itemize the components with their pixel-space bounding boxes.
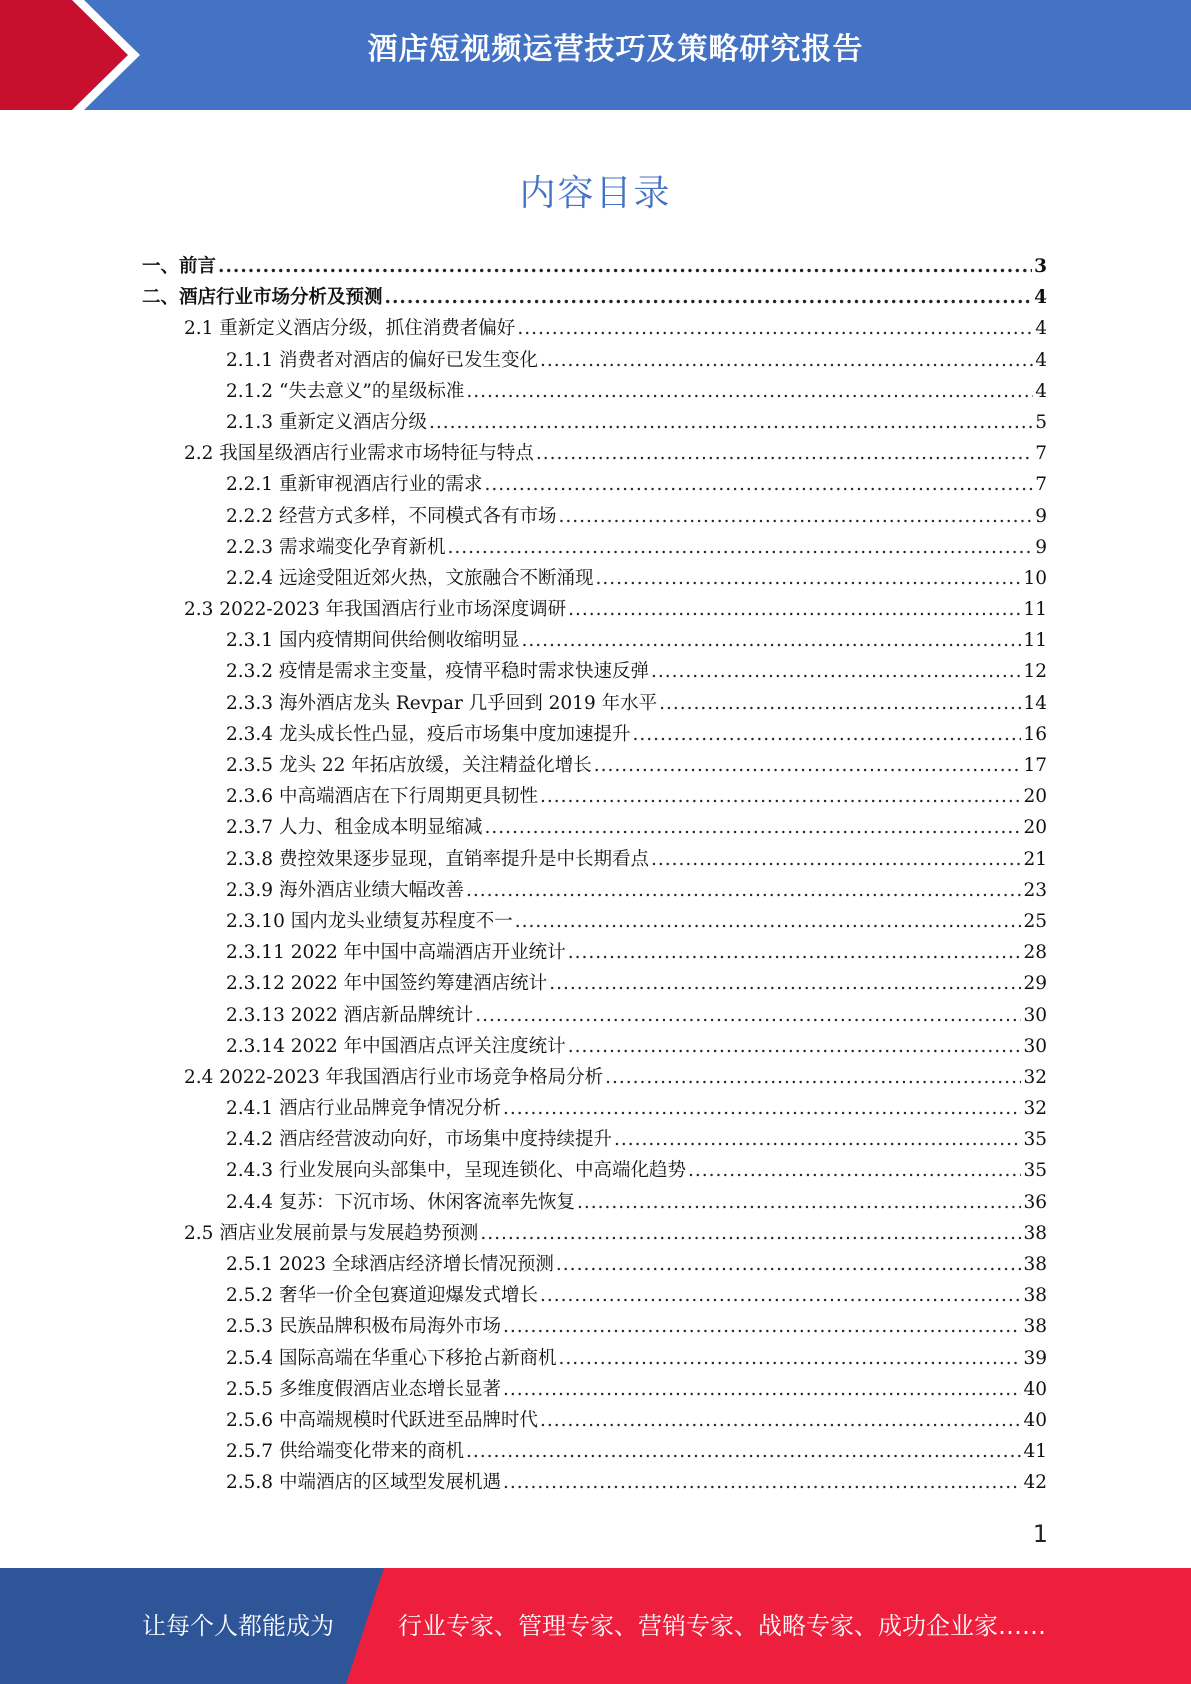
toc-entry-label: 2.3.5 龙头 22 年拓店放缓，关注精益化增长: [226, 755, 592, 776]
toc-leader-dots: [517, 318, 1033, 339]
toc-entry-page: 17: [1023, 755, 1047, 776]
toc-entry-label: 2.5.4 国际高端在华重心下移抢占新商机: [226, 1347, 557, 1369]
toc-entry-label: 2.1 重新定义酒店分级，抓住消费者偏好: [184, 318, 516, 340]
toc-entry-page: 20: [1023, 817, 1047, 839]
toc-entry[interactable]: [142, 377, 1047, 408]
toc-entry-page: 28: [1023, 942, 1047, 964]
toc-leader-dots: [475, 1005, 1021, 1026]
toc-entry-label: 2.3.9 海外酒店业绩大幅改善: [226, 879, 464, 901]
toc-heading: 内容目录: [519, 173, 672, 214]
toc-entry-page: 7: [1035, 443, 1047, 465]
toc-entry-page: 40: [1023, 1378, 1047, 1400]
report-title: 酒店短视频运营技巧及策略研究报告: [367, 32, 864, 67]
toc-entry[interactable]: [142, 1094, 1047, 1125]
toc-entry[interactable]: [142, 564, 1047, 595]
toc-entry-label: 2.3.2 疫情是需求主变量，疫情平稳时需求快速反弹: [226, 661, 649, 683]
toc-leader-dots: [651, 661, 1021, 682]
toc-leader-dots: [614, 1129, 1021, 1150]
toc-entry[interactable]: [142, 1125, 1047, 1156]
toc-leader-dots: [651, 849, 1021, 870]
footer-slogan-left: 让每个人都能成为: [142, 1612, 334, 1640]
toc-entry-label: 2.5.1 2023 全球酒店经济增长情况预测: [226, 1254, 554, 1275]
toc-entry-page: 9: [1035, 536, 1047, 558]
toc-leader-dots: [503, 1379, 1021, 1400]
toc-entry[interactable]: [142, 1344, 1047, 1375]
toc-entry[interactable]: [142, 1406, 1047, 1437]
toc-entry-label: 2.5.8 中端酒店的区域型发展机遇: [226, 1472, 501, 1494]
toc-leader-dots: [536, 443, 1033, 464]
toc-entry[interactable]: [142, 283, 1047, 314]
toc-leader-dots: [218, 256, 1032, 277]
table-of-contents: [142, 252, 1047, 1500]
toc-entry-page: 29: [1023, 973, 1047, 995]
toc-entry-label: 2.1.1 消费者对酒店的偏好已发生变化: [226, 349, 538, 371]
toc-leader-dots: [540, 350, 1033, 371]
toc-entry-label: 2.3.12 2022 年中国签约筹建酒店统计: [226, 973, 548, 995]
toc-entry-page: 4: [1034, 287, 1047, 309]
toc-leader-dots: [688, 1160, 1021, 1181]
toc-leader-dots: [466, 381, 1033, 402]
toc-entry-page: 9: [1035, 505, 1047, 527]
toc-entry-page: 4: [1035, 380, 1047, 402]
toc-entry[interactable]: [142, 1250, 1047, 1281]
toc-entry-page: 25: [1023, 910, 1047, 932]
toc-leader-dots: [503, 1316, 1021, 1337]
footer-slogan-right: 行业专家、管理专家、营销专家、战略专家、成功企业家……: [398, 1612, 1046, 1640]
toc-leader-dots: [484, 817, 1021, 838]
toc-entry-label: 2.5.6 中高端规模时代跃进至品牌时代: [226, 1409, 538, 1431]
toc-entry-page: 20: [1023, 786, 1047, 808]
toc-leader-dots: [447, 537, 1033, 558]
toc-leader-dots: [549, 973, 1021, 994]
toc-entry-page: 4: [1035, 349, 1047, 371]
toc-entry[interactable]: [142, 502, 1047, 533]
toc-entry-page: 40: [1023, 1409, 1047, 1431]
toc-leader-dots: [466, 1441, 1021, 1462]
toc-entry[interactable]: [142, 1001, 1047, 1032]
toc-entry-label: 2.3.6 中高端酒店在下行周期更具韧性: [226, 786, 538, 808]
toc-entry-label: 2.3.4 龙头成长性凸显，疫后市场集中度加速提升: [226, 723, 631, 745]
toc-entry-page: 11: [1023, 599, 1047, 621]
toc-entry-label: 2.3.7 人力、租金成本明显缩减: [226, 817, 483, 839]
toc-entry[interactable]: [142, 1312, 1047, 1343]
toc-entry-label: 2.3.14 2022 年中国酒店点评关注度统计: [226, 1035, 566, 1057]
toc-entry-page: 38: [1023, 1222, 1047, 1244]
header-banner: [0, 0, 1191, 110]
toc-entry-page: 32: [1023, 1098, 1047, 1120]
toc-leader-dots: [480, 1223, 1021, 1244]
toc-entry-page: 23: [1023, 879, 1047, 901]
footer-banner: [0, 1568, 1191, 1684]
toc-leader-dots: [429, 412, 1033, 433]
toc-entry-label: 2.5.7 供给端变化带来的商机: [226, 1441, 464, 1463]
toc-entry-page: 30: [1023, 1004, 1047, 1026]
toc-entry-page: 3: [1034, 256, 1047, 277]
toc-entry[interactable]: [142, 1375, 1047, 1406]
toc-entry-page: 14: [1023, 692, 1047, 714]
toc-leader-dots: [556, 1254, 1022, 1275]
toc-entry-page: 5: [1035, 411, 1047, 433]
toc-entry-page: 42: [1023, 1472, 1047, 1494]
toc-entry[interactable]: [142, 720, 1047, 751]
toc-entry-page: 35: [1023, 1160, 1047, 1182]
toc-entry[interactable]: [142, 813, 1047, 844]
toc-entry[interactable]: [142, 938, 1047, 969]
toc-leader-dots: [466, 880, 1021, 901]
toc-entry[interactable]: [142, 408, 1047, 439]
toc-entry[interactable]: [142, 626, 1047, 657]
toc-leader-dots: [521, 630, 1021, 651]
toc-entry-page: 12: [1023, 661, 1047, 683]
toc-leader-dots: [484, 474, 1033, 495]
toc-entry-page: 7: [1035, 474, 1047, 496]
toc-entry[interactable]: [142, 252, 1047, 283]
toc-leader-dots: [503, 1098, 1021, 1119]
toc-entry[interactable]: [142, 907, 1047, 938]
toc-entry[interactable]: [142, 969, 1047, 1000]
toc-entry[interactable]: [142, 751, 1047, 782]
toc-entry-page: 32: [1023, 1066, 1047, 1088]
toc-entry-label: 一、前言: [142, 256, 217, 277]
toc-entry-label: 二、酒店行业市场分析及预测: [142, 287, 383, 309]
toc-entry[interactable]: [142, 595, 1047, 626]
toc-entry-label: 2.4.1 酒店行业品牌竞争情况分析: [226, 1098, 501, 1120]
toc-leader-dots: [577, 1192, 1021, 1213]
toc-entry-label: 2.3 2022-2023 年我国酒店行业市场深度调研: [184, 599, 567, 621]
toc-entry-label: 2.4 2022-2023 年我国酒店行业市场竞争格局分析: [184, 1066, 604, 1088]
toc-entry-page: 41: [1023, 1441, 1047, 1463]
toc-leader-dots: [568, 942, 1022, 963]
toc-leader-dots: [503, 1472, 1021, 1493]
toc-entry-label: 2.5 酒店业发展前景与发展趋势预测: [184, 1222, 479, 1244]
toc-entry[interactable]: [142, 782, 1047, 813]
toc-entry-page: 30: [1023, 1035, 1047, 1057]
toc-leader-dots: [568, 599, 1021, 620]
toc-entry-page: 38: [1023, 1254, 1047, 1275]
toc-entry-label: 2.2.4 远途受阻近郊火热，文旅融合不断涌现: [226, 567, 594, 589]
toc-entry-label: 2.3.11 2022 年中国中高端酒店开业统计: [226, 942, 566, 964]
toc-leader-dots: [659, 693, 1021, 714]
toc-entry-page: 16: [1023, 723, 1047, 745]
page-number: 1: [1032, 1520, 1048, 1548]
toc-entry[interactable]: [142, 346, 1047, 377]
toc-entry[interactable]: [142, 657, 1047, 688]
toc-entry[interactable]: [142, 439, 1047, 470]
toc-leader-dots: [540, 1410, 1021, 1431]
toc-entry[interactable]: [142, 1063, 1047, 1094]
toc-entry-label: 2.4.4 复苏：下沉市场、休闲客流率先恢复: [226, 1191, 575, 1213]
toc-entry-label: 2.5.5 多维度假酒店业态增长显著: [226, 1378, 501, 1400]
toc-leader-dots: [605, 1067, 1021, 1088]
toc-entry[interactable]: [142, 1437, 1047, 1468]
toc-entry-page: 38: [1023, 1316, 1047, 1338]
toc-leader-dots: [540, 1285, 1021, 1306]
toc-entry-page: 36: [1023, 1191, 1047, 1213]
toc-entry-label: 2.3.10 国内龙头业绩复苏程度不一: [226, 910, 513, 932]
toc-entry-page: 4: [1035, 318, 1047, 340]
toc-entry-label: 2.2.2 经营方式多样，不同模式各有市场: [226, 505, 557, 527]
toc-entry-label: 2.2.3 需求端变化孕育新机: [226, 536, 446, 558]
toc-entry[interactable]: [142, 1188, 1047, 1219]
toc-entry[interactable]: [142, 845, 1047, 876]
toc-entry-page: 35: [1023, 1129, 1047, 1151]
toc-entry[interactable]: [142, 1032, 1047, 1063]
toc-entry-label: 2.5.2 奢华一价全包赛道迎爆发式增长: [226, 1285, 538, 1307]
toc-leader-dots: [595, 568, 1021, 589]
toc-entry-page: 39: [1023, 1347, 1047, 1369]
toc-entry[interactable]: [142, 314, 1047, 345]
toc-entry-label: 2.2.1 重新审视酒店行业的需求: [226, 474, 483, 496]
toc-leader-dots: [594, 755, 1022, 776]
toc-entry-label: 2.1.3 重新定义酒店分级: [226, 411, 427, 433]
toc-entry-page: 10: [1023, 567, 1047, 589]
toc-leader-dots: [558, 1348, 1021, 1369]
toc-entry-label: 2.3.1 国内疫情期间供给侧收缩明显: [226, 630, 520, 652]
toc-entry-label: 2.3.3 海外酒店龙头 Revpar 几乎回到 2019 年水平: [226, 692, 658, 714]
toc-entry-label: 2.1.2 “失去意义”的星级标准: [226, 380, 465, 402]
toc-leader-dots: [558, 506, 1033, 527]
toc-entry[interactable]: [142, 1281, 1047, 1312]
toc-entry-page: 21: [1023, 848, 1047, 870]
toc-entry[interactable]: [142, 1468, 1047, 1499]
toc-entry[interactable]: [142, 1156, 1047, 1187]
toc-entry[interactable]: [142, 876, 1047, 907]
toc-entry-label: 2.4.2 酒店经营波动向好，市场集中度持续提升: [226, 1129, 612, 1151]
toc-entry-page: 38: [1023, 1285, 1047, 1307]
toc-entry-label: 2.3.13 2022 酒店新品牌统计: [226, 1004, 474, 1026]
toc-leader-dots: [568, 1036, 1022, 1057]
toc-entry-label: 2.4.3 行业发展向头部集中，呈现连锁化、中高端化趋势: [226, 1160, 686, 1182]
toc-leader-dots: [632, 724, 1021, 745]
toc-entry-label: 2.5.3 民族品牌积极布局海外市场: [226, 1316, 501, 1338]
toc-leader-dots: [385, 287, 1033, 308]
toc-entry[interactable]: [142, 533, 1047, 564]
toc-entry-label: 2.2 我国星级酒店行业需求市场特征与特点: [184, 443, 534, 465]
toc-leader-dots: [515, 911, 1022, 932]
toc-entry[interactable]: [142, 689, 1047, 720]
toc-entry-label: 2.3.8 费控效果逐步显现，直销率提升是中长期看点: [226, 848, 649, 870]
toc-entry[interactable]: [142, 1219, 1047, 1250]
toc-entry[interactable]: [142, 470, 1047, 501]
toc-entry-page: 11: [1023, 630, 1047, 652]
toc-leader-dots: [540, 786, 1021, 807]
